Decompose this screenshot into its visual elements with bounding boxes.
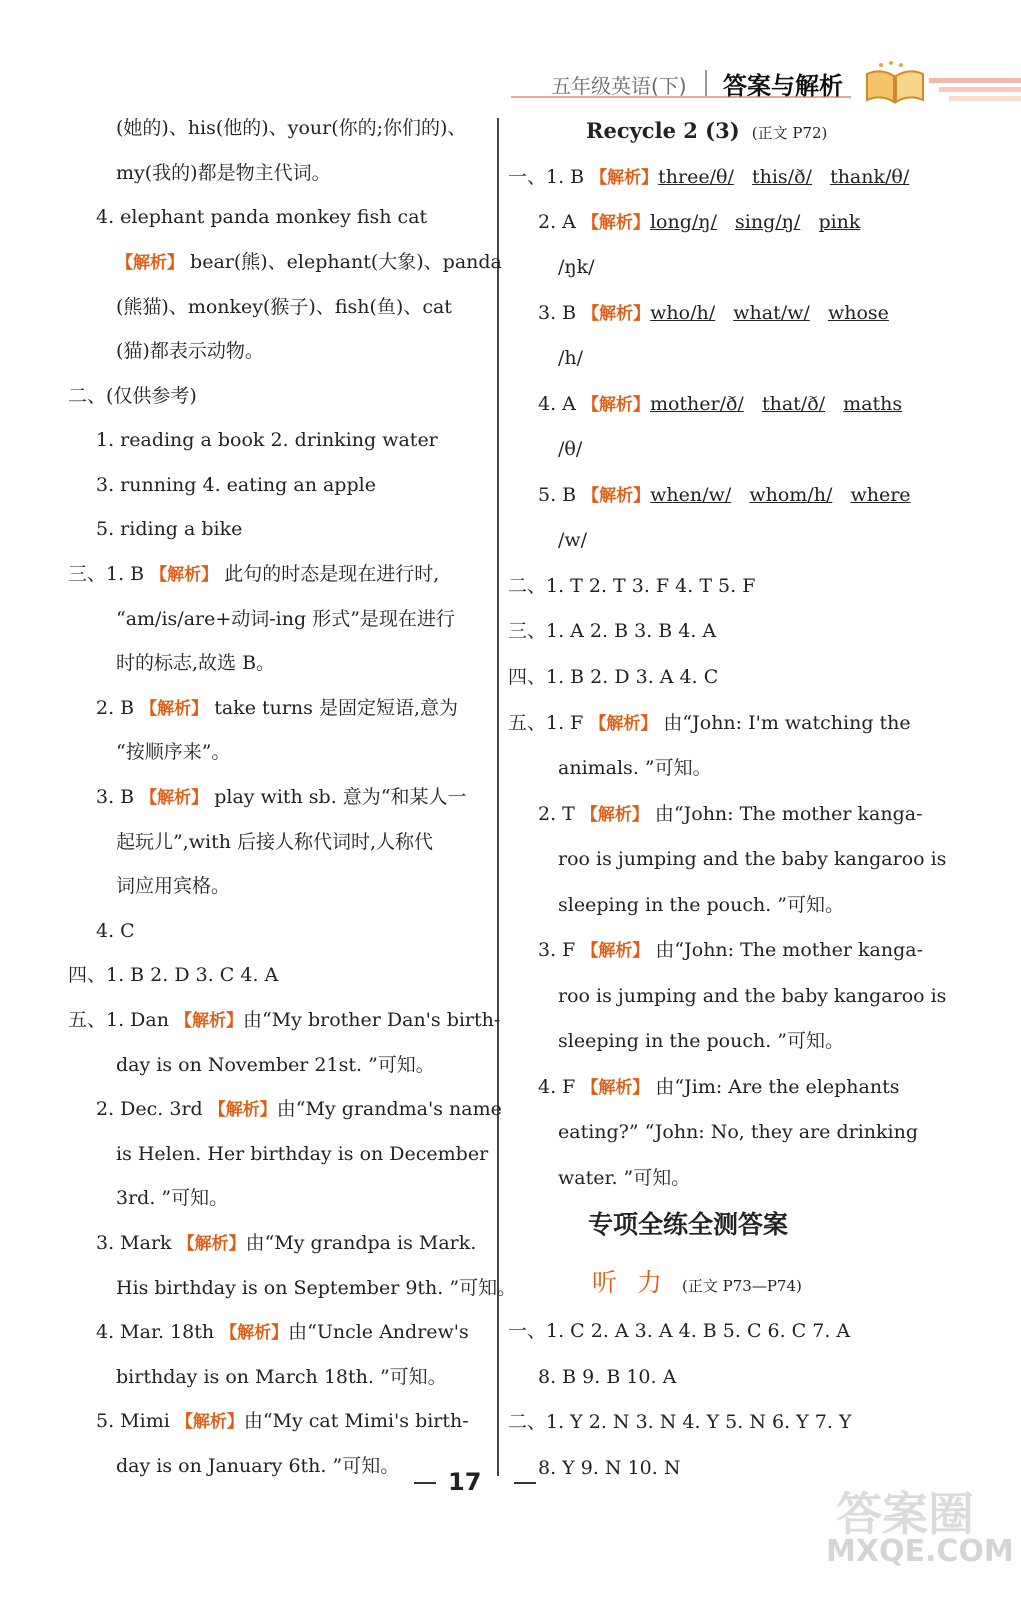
analysis-tag: 【解析】 (580, 805, 649, 825)
analysis-tag: 【解析】 (590, 168, 659, 188)
section-2-answers: 二、1. T 2. T 3. F 4. T 5. F (508, 575, 756, 597)
analysis-tag: 【解析】 (581, 213, 650, 233)
section-2-heading: 二、(仅供参考) (68, 385, 197, 407)
header-stripes (929, 74, 1021, 104)
analysis-tag: 【解析】 (582, 486, 651, 506)
listening-answers-1: 一、1. C 2. A 3. A 4. B 5. C 6. C 7. A (508, 1320, 851, 1342)
watermark-top-text: 答案圈 (836, 1487, 974, 1541)
listening-answers-2: 二、1. Y 2. N 3. N 4. Y 5. N 6. Y 7. Y (508, 1411, 852, 1433)
text-line: 3rd. ”可知。 (116, 1187, 229, 1209)
book-title: 五年级英语(下) (551, 74, 687, 98)
text-line: 2. B 【解析】 take turns 是固定短语,意为 (96, 697, 458, 719)
analysis-tag: 【解析】 (150, 565, 219, 585)
analysis-tag: 【解析】 (581, 1078, 650, 1098)
analysis-tag: 【解析】 (582, 304, 651, 324)
text-line: roo is jumping and the baby kangaroo is (558, 985, 947, 1007)
text-line: 4. F 【解析】 由“Jim: Are the elephants (538, 1076, 900, 1098)
text-line: /ŋk/ (558, 256, 595, 278)
section-3-answers: 三、1. A 2. B 3. B 4. A (508, 620, 717, 642)
text-line: 4. Mar. 18th 【解析】由“Uncle Andrew's (96, 1321, 469, 1343)
watermark-url: MXQE.COM (826, 1534, 1014, 1569)
text-line: “am/is/are+动词-ing 形式”是现在进行 (116, 608, 455, 630)
analysis-tag: 【解析】 (581, 395, 650, 415)
text-line: 五、1. Dan 【解析】由“My brother Dan's birth- (68, 1009, 501, 1031)
listening-heading: 听力(正文 P73—P74) (592, 1268, 802, 1297)
recycle-heading: Recycle 2 (3) (正文 P72) (586, 118, 828, 143)
text-line: /h/ (558, 347, 584, 369)
text-line: 3. running 4. eating an apple (96, 474, 376, 496)
text-line: 1. reading a book 2. drinking water (96, 429, 438, 451)
listening-answers-1b: 8. B 9. B 10. A (538, 1366, 677, 1388)
text-line: water. ”可知。 (558, 1167, 691, 1189)
analysis-tag: 【解析】 (116, 253, 184, 273)
page-number-dash-right (514, 1482, 536, 1484)
section-label: 答案与解析 (723, 72, 843, 100)
analysis-tag: 【解析】 (140, 788, 209, 808)
section-4-answers: 四、1. B 2. D 3. C 4. A (68, 964, 279, 986)
page-number-dash-left (414, 1482, 436, 1484)
page-number: 17 (448, 1468, 482, 1496)
text-line: 2. T 【解析】 由“John: The mother kanga- (538, 803, 923, 825)
text-line: “按顺序来”。 (116, 741, 231, 763)
text-line: (她的)、his(他的)、your(你的;你们的)、 (116, 117, 467, 139)
text-line: animals. ”可知。 (558, 757, 712, 779)
text-line: /w/ (558, 529, 588, 551)
text-line: 3. B 【解析】who/h/ what/w/ whose (538, 302, 889, 324)
text-line: 五、1. F 【解析】 由“John: I'm watching the (508, 712, 911, 734)
analysis-tag: 【解析】 (140, 699, 209, 719)
analysis-tag: 【解析】 (220, 1323, 289, 1343)
analysis-tag: 【解析】 (175, 1412, 244, 1432)
text-line: His birthday is on September 9th. ”可知。 (116, 1277, 517, 1299)
text-line: 2. A 【解析】long/ŋ/ sing/ŋ/ pink (538, 211, 861, 233)
listening-answers-2b: 8. Y 9. N 10. N (538, 1457, 681, 1479)
analysis-tag: 【解析】 (589, 714, 658, 734)
text-line: 一、1. B 【解析】three/θ/ this/ð/ thank/θ/ (508, 166, 910, 188)
text-line: 4. C (96, 920, 135, 942)
text-line: 3. B 【解析】 play with sb. 意为“和某人一 (96, 786, 467, 808)
text-line: sleeping in the pouch. ”可知。 (558, 1030, 845, 1052)
text-line: my(我的)都是物主代词。 (116, 162, 331, 184)
open-book-icon (861, 60, 929, 106)
text-line: (熊猫)、monkey(猴子)、fish(鱼)、cat (116, 296, 452, 318)
text-line: birthday is on March 18th. ”可知。 (116, 1366, 447, 1388)
text-line: 词应用宾格。 (116, 875, 231, 897)
answer-4-animals: 4. elephant panda monkey fish cat (96, 206, 428, 228)
text-line: 3. Mark 【解析】由“My grandpa is Mark. (96, 1232, 477, 1254)
text-line: 3. F 【解析】 由“John: The mother kanga- (538, 939, 923, 961)
text-line: eating?” “John: No, they are drinking (558, 1121, 919, 1143)
text-line: roo is jumping and the baby kangaroo is (558, 848, 947, 870)
text-line: sleeping in the pouch. ”可知。 (558, 894, 845, 916)
text-line: (猫)都表示动物。 (116, 340, 264, 362)
text-line: 起玩儿”,with 后接人称代词时,人称代 (116, 831, 434, 853)
text-line: day is on November 21st. ”可知。 (116, 1054, 435, 1076)
page-header (501, 56, 1021, 112)
analysis-tag: 【解析】 (177, 1234, 246, 1254)
section-4-answers: 四、1. B 2. D 3. A 4. C (508, 666, 719, 688)
text-line: 5. B 【解析】when/w/ whom/h/ where (538, 484, 911, 506)
text-line: 5. Mimi 【解析】由“My cat Mimi's birth- (96, 1410, 469, 1432)
header-divider (705, 70, 707, 96)
analysis-tag: 【解析】 (581, 941, 650, 961)
text-line: 2. Dec. 3rd 【解析】由“My grandma's name (96, 1098, 502, 1120)
text-line: 时的标志,故选 B。 (116, 652, 276, 674)
text-line: is Helen. Her birthday is on December (116, 1143, 489, 1165)
analysis-tag: 【解析】 (175, 1011, 244, 1031)
text-line: 三、1. B 【解析】 此句的时态是现在进行时, (68, 563, 440, 585)
special-section-title: 专项全练全测答案 (588, 1210, 789, 1239)
column-divider (497, 118, 499, 1476)
text-line: day is on January 6th. ”可知。 (116, 1455, 400, 1477)
watermark-logo (826, 1478, 1014, 1590)
analysis-tag: 【解析】 (208, 1100, 277, 1120)
text-line: 【解析】 bear(熊)、elephant(大象)、panda (116, 251, 502, 273)
text-line: 4. A 【解析】mother/ð/ that/ð/ maths (538, 393, 903, 415)
text-line: /θ/ (558, 438, 583, 460)
text-line: 5. riding a bike (96, 518, 243, 540)
